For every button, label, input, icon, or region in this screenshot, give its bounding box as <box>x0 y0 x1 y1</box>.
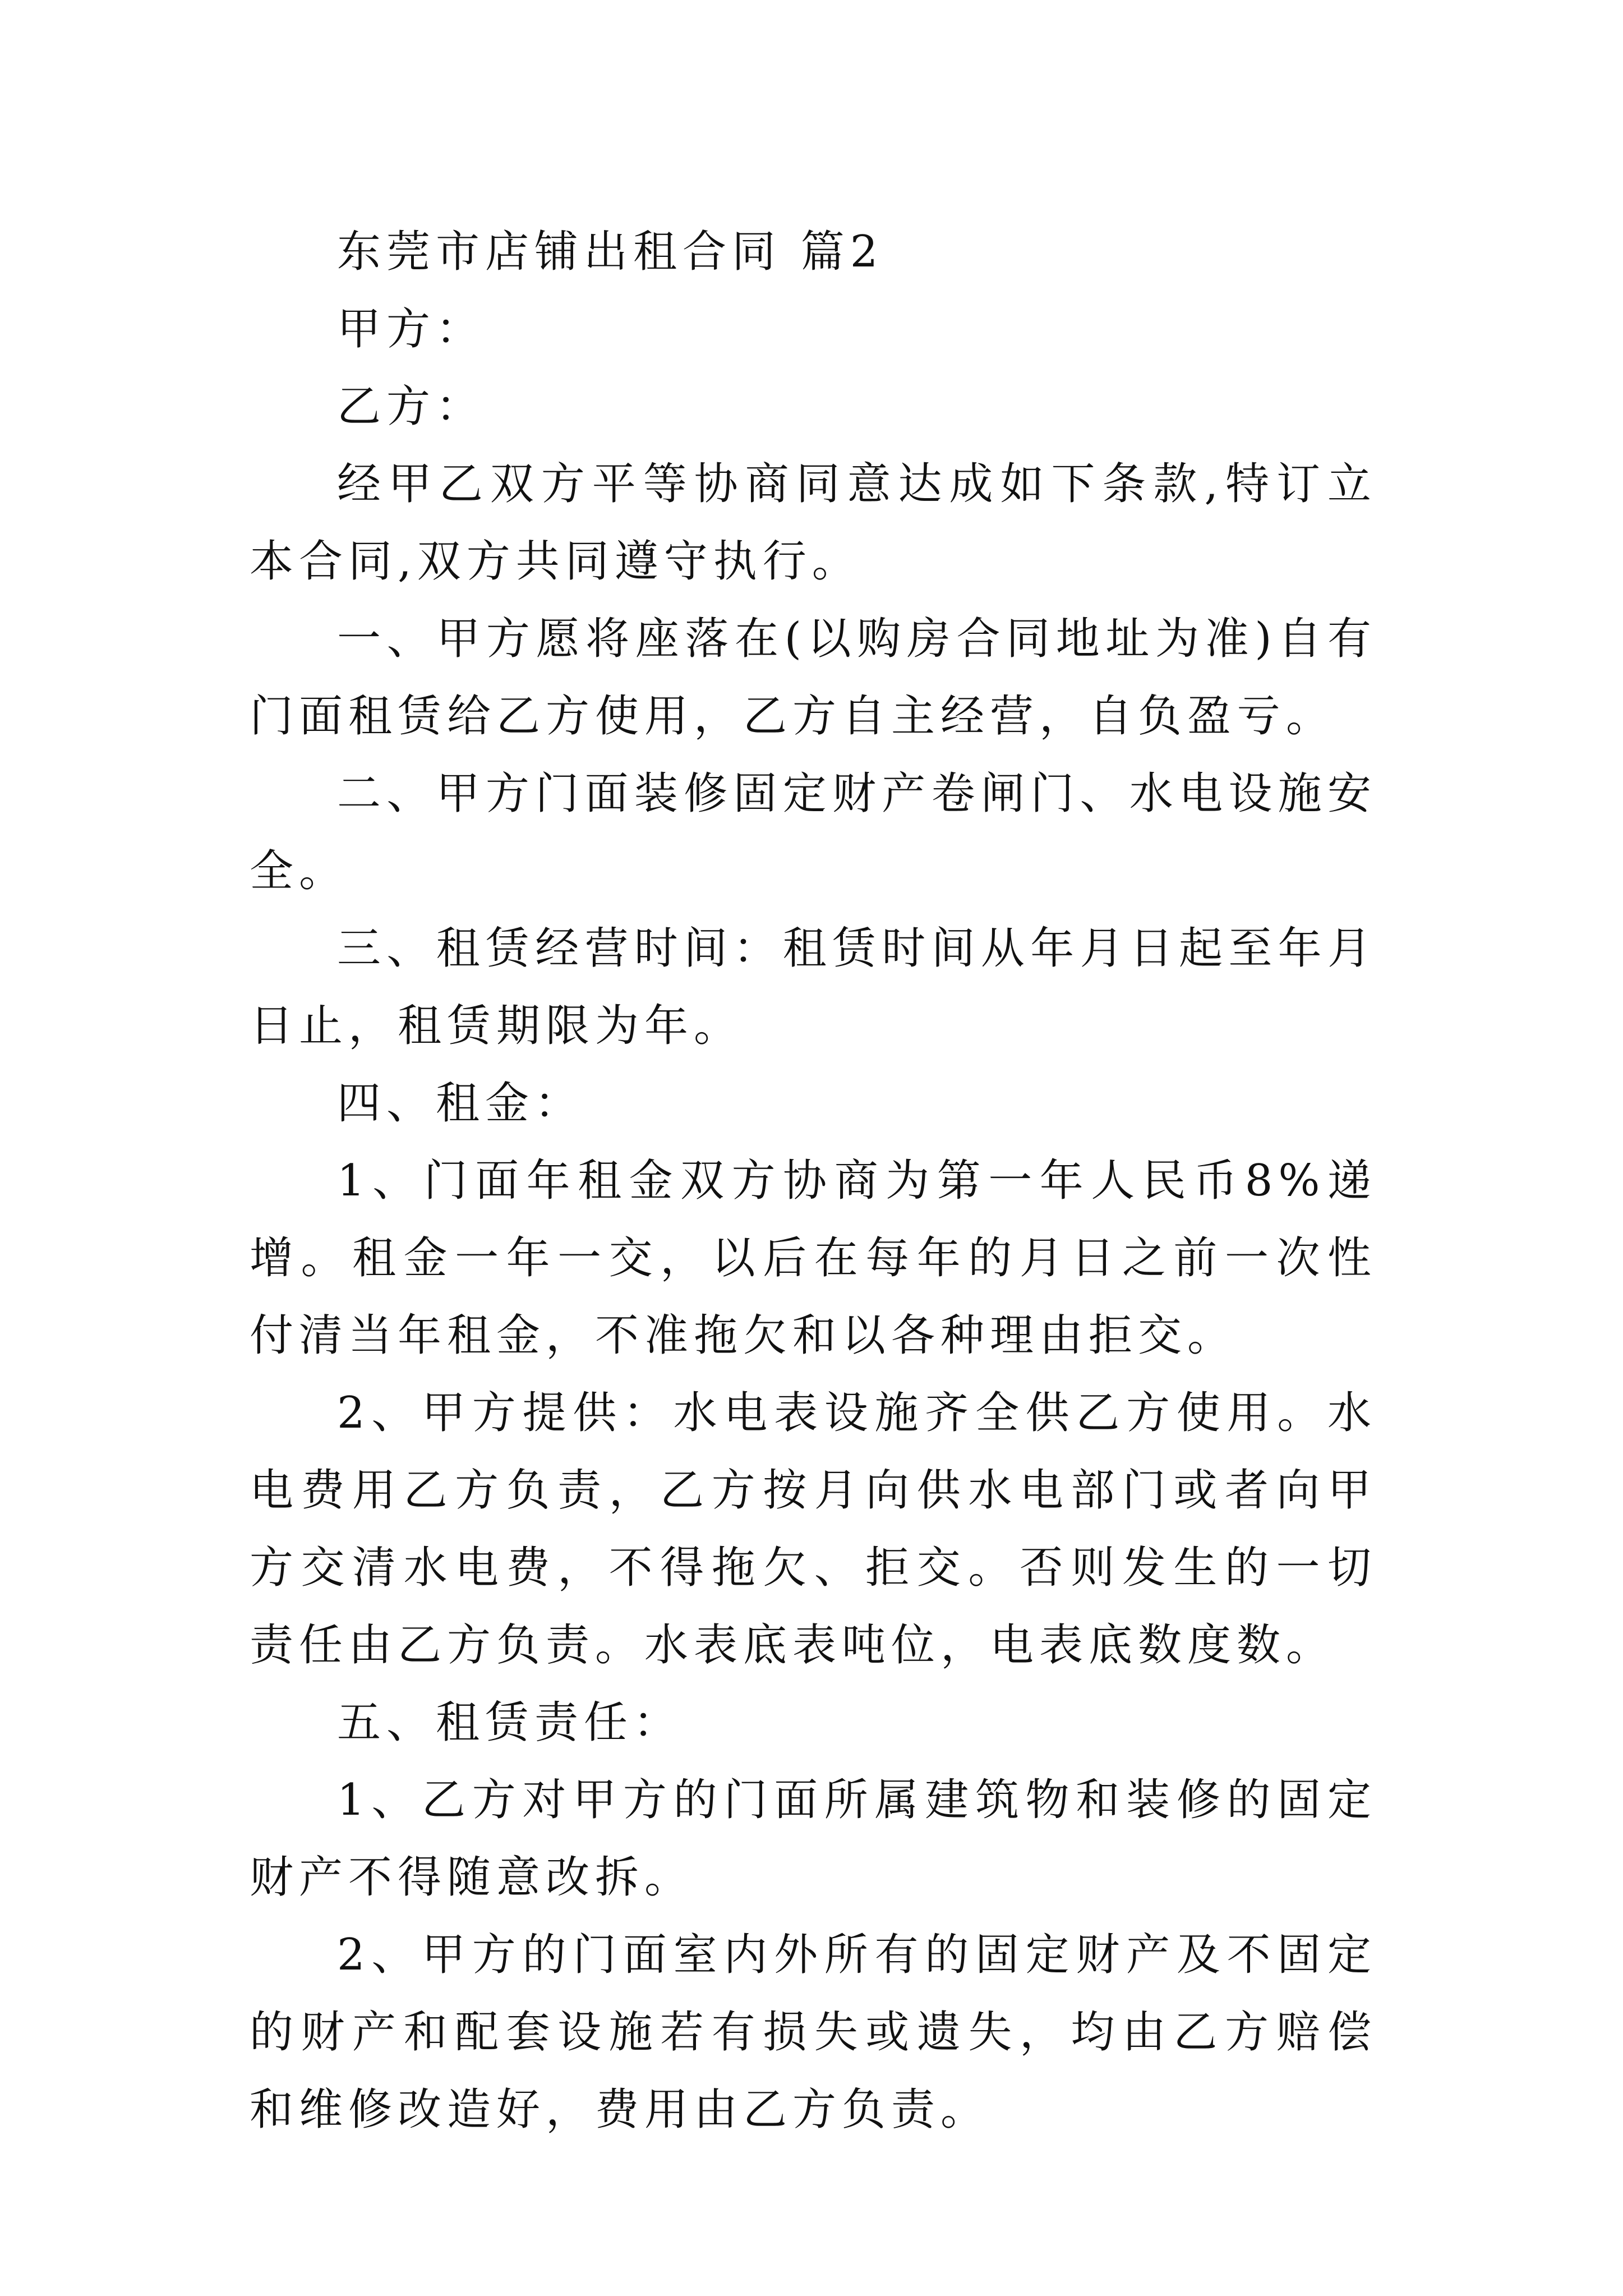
party-a-line: 甲方： <box>337 304 486 355</box>
document-body <box>250 213 1377 2148</box>
clause-4-heading: 四、租金： <box>337 1078 584 1129</box>
party-b-line: 乙方： <box>337 381 486 432</box>
clause-3-paragraph: 三、租赁经营时间：租赁时间从年月日起至年月日止，租赁期限为年。 <box>250 923 1377 1051</box>
clause-5-item-2: 2、甲方的门面室内外所有的固定财产及不固定的财产和配套设施若有损失或遗失，均由乙方赔偿和维修改造好，费用由乙方负责。 <box>250 1930 1377 2135</box>
document-title: 东莞市店铺出租合同 篇2 <box>337 227 884 277</box>
clause-4-item-1: 1、门面年租金双方协商为第一年人民币8%递增。租金一年一交，以后在每年的月日之前一次性付清当年租金，不准拖欠和以各种理由拒交。 <box>250 1156 1377 1361</box>
clause-1-paragraph: 一、甲方愿将座落在(以购房合同地址为准)自有门面租赁给乙方使用，乙方自主经营，自负盈亏。 <box>250 614 1377 742</box>
preamble-paragraph: 经甲乙双方平等协商同意达成如下条款,特订立本合同,双方共同遵守执行。 <box>250 459 1377 587</box>
clause-5-heading: 五、租赁责任： <box>337 1697 683 1748</box>
clause-5-item-1: 1、乙方对甲方的门面所属建筑物和装修的固定财产不得随意改拆。 <box>250 1775 1377 1903</box>
clause-2-paragraph: 二、甲方门面装修固定财产卷闸门、水电设施安全。 <box>250 769 1377 896</box>
clause-4-item-2: 2、甲方提供：水电表设施齐全供乙方使用。水电费用乙方负责，乙方按月向供水电部门或者向甲方交清水电费，不得拖欠、拒交。否则发生的一切责任由乙方负责。水表底表吨位，电表底数度数。 <box>250 1388 1377 1671</box>
